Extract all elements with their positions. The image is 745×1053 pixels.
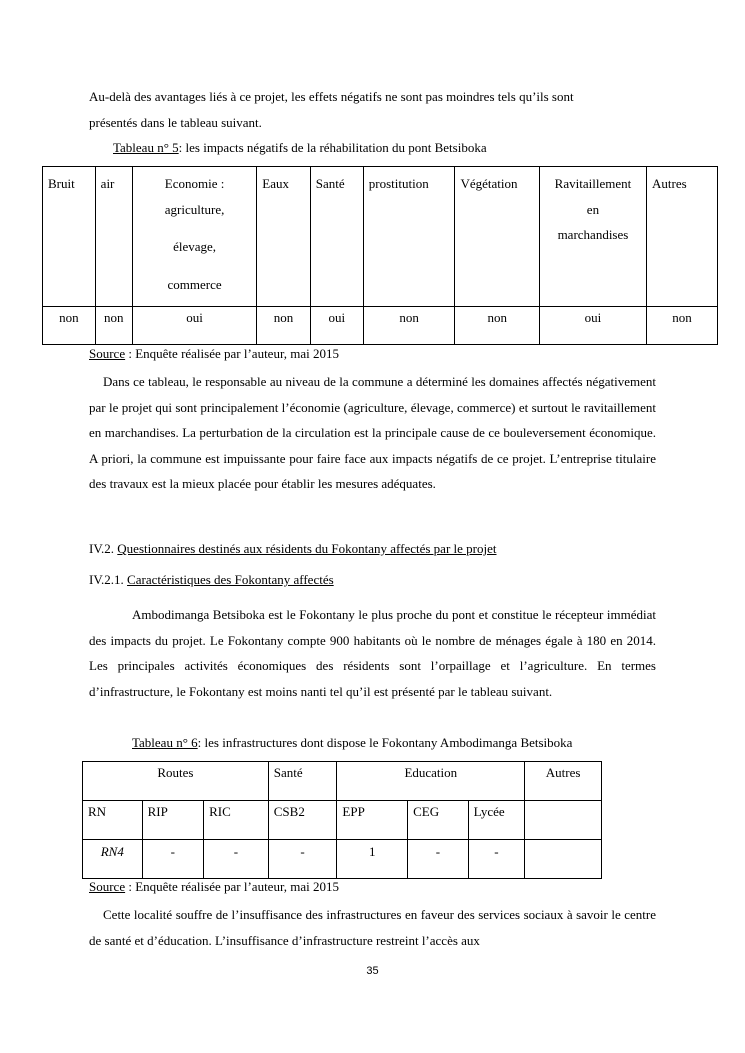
table6-group-routes: Routes [83, 762, 269, 801]
table5-ravitaillement-line-1: Ravitaillement [554, 176, 632, 191]
paragraph-3: Cette localité souffre de l’insuffisance des infrastructures en faveur des services sociaux à savoir le centre de santé et d’éducation. L’insuffisance d’infrastructure restreint l’accès aux [89, 907, 656, 948]
table6-sub-rip: RIP [142, 801, 204, 840]
section-iv2-title: Questionnaires destinés aux résidents du Fokontany affectés par le projet [117, 541, 497, 556]
table6-sub-ceg: CEG [408, 801, 469, 840]
table5-economie-line-2: agriculture, [164, 201, 225, 217]
table6-value-csb2: - [268, 840, 337, 879]
table5-economie-line-1: Economie : [164, 176, 225, 191]
table6-group-autres: Autres [525, 762, 602, 801]
table6-subheader-row [83, 801, 602, 840]
table5-value-row [43, 307, 718, 345]
table5-ravitaillement-line-3: marchandises [557, 227, 629, 243]
table5-header-row [43, 167, 718, 307]
table6-value-lycee: - [468, 840, 525, 879]
table5-value-prostitution: non [363, 307, 455, 345]
table5-header-prostitution: prostitution [363, 167, 455, 307]
table5-source-text: : Enquête réalisée par l’auteur, mai 2015 [125, 346, 339, 361]
page-number: 35 [366, 965, 379, 977]
table5-header-autres: Autres [646, 167, 717, 307]
table5-value-vegetation: non [455, 307, 539, 345]
table5-header-ravitaillement [539, 167, 646, 307]
table6-sub-lycee: Lycée [468, 801, 525, 840]
table5-value-bruit: non [43, 307, 96, 345]
table5-header-bruit: Bruit [43, 167, 96, 307]
table5-header-vegetation: Végétation [455, 167, 539, 307]
paragraph-1: Dans ce tableau, le responsable au niveau de la commune a déterminé les domaines affectés négativement par le projet qui sont principalement l’économie (agriculture, élevage, commerce) et surtout le ravitaillement en marchandises. La perturbation de la circulation est la principale cause de ce bouleversement économique. A priori, la commune est impuissante pour faire face aux impacts négatifs de ce projet. L’entreprise titulaire des travaux est la mieux placée pour établir les mesures adéquates. [89, 374, 656, 492]
table5-source [89, 346, 339, 362]
table6-value-ric: - [204, 840, 269, 879]
table5-source-label: Source [89, 346, 126, 361]
table6-sub-ric: RIC [204, 801, 269, 840]
table6-caption-label: Tableau n° 6 [132, 735, 198, 750]
table5-ravitaillement-line-2: en [586, 201, 600, 217]
table-6 [82, 761, 602, 879]
table6-value-epp: 1 [337, 840, 408, 879]
table5-value-ravitaillement: oui [539, 307, 646, 345]
table5-economie-line-3: élevage, [173, 239, 217, 255]
table5-caption [113, 140, 487, 156]
table5-header-eaux: Eaux [257, 167, 311, 307]
section-iv21-heading [89, 572, 334, 588]
section-iv2-number: IV.2. [89, 541, 118, 556]
table6-value-row [83, 840, 602, 879]
table6-caption-text: : les infrastructures dont dispose le Fokontany Ambodimanga Betsiboka [197, 735, 573, 750]
table5-economie-line-4: commerce [167, 276, 222, 292]
table5-header-sante: Santé [310, 167, 363, 307]
table-5 [42, 166, 718, 345]
table6-value-rn: RN4 [83, 840, 143, 879]
table5-caption-label: Tableau n° 5 [113, 140, 179, 155]
section-iv2-heading [89, 541, 496, 557]
table6-value-ceg: - [408, 840, 469, 879]
paragraph-2: Ambodimanga Betsiboka est le Fokontany le plus proche du pont et constitue le récepteur immédiat des impacts du projet. Le Fokontany compte 900 habitants où le nombre de ménages égale à 180 en 2014. Les principales activités économiques des résidents sont l’orpaillage et l’agriculture. En termes d’infrastructure, le Fokontany est moins nanti tel qu’il est présenté par le tableau suivant. [89, 607, 656, 699]
table6-caption [132, 735, 572, 751]
intro-line-1: Au-delà des avantages liés à ce projet, les effets négatifs ne sont pas moindres tels qu’ils sont [89, 89, 574, 104]
table6-sub-csb2: CSB2 [268, 801, 337, 840]
table6-sub-autres [525, 801, 602, 840]
table5-value-eaux: non [257, 307, 311, 345]
table6-source-label: Source [89, 879, 126, 894]
table6-group-row [83, 762, 602, 801]
table5-value-sante: oui [310, 307, 363, 345]
intro-line-2: présentés dans le tableau suivant. [89, 115, 262, 130]
table6-value-rip: - [142, 840, 204, 879]
table5-header-economie [132, 167, 256, 307]
table6-sub-rn: RN [83, 801, 143, 840]
table6-value-autres [525, 840, 602, 879]
table5-value-air: non [95, 307, 132, 345]
section-iv21-title: Caractéristiques des Fokontany affectés [127, 572, 334, 587]
table6-source [89, 879, 339, 895]
section-iv21-number: IV.2.1. [89, 572, 128, 587]
table5-value-economie: oui [132, 307, 256, 345]
table6-source-text: : Enquête réalisée par l’auteur, mai 2015 [125, 879, 339, 894]
table6-group-education: Education [337, 762, 525, 801]
table6-group-sante: Santé [268, 762, 337, 801]
table5-header-air: air [95, 167, 132, 307]
table5-caption-text: : les impacts négatifs de la réhabilitation du pont Betsiboka [178, 140, 487, 155]
table6-sub-epp: EPP [337, 801, 408, 840]
table5-value-autres: non [646, 307, 717, 345]
